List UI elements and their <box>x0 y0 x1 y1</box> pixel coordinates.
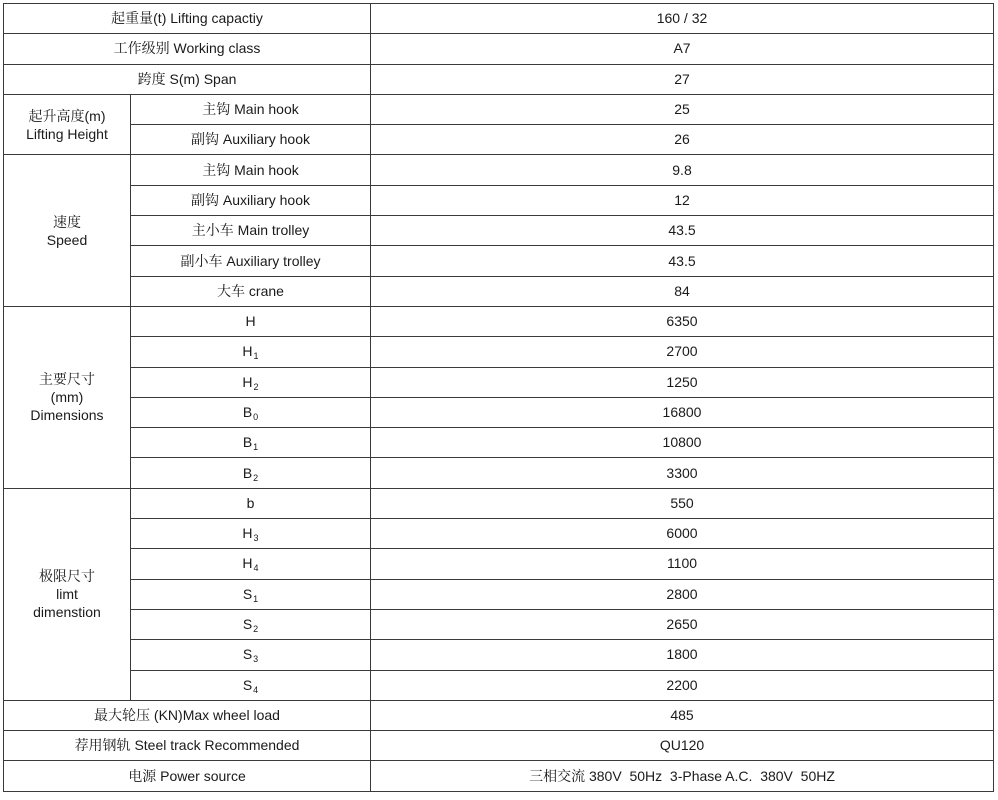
row-label-limit-s3: $S_3$ <box>131 640 371 670</box>
row-label-max-wheel-load: 最大轮压 (KN)Max wheel load <box>4 700 371 730</box>
table-row <box>4 246 994 276</box>
row-label-limit-s1: $S_1$ <box>131 579 371 609</box>
row-value-speed-aux-trolley: 43.5 <box>371 246 994 276</box>
table-row <box>4 276 994 306</box>
table-row <box>4 579 994 609</box>
row-value-speed-main-trolley: 43.5 <box>371 216 994 246</box>
row-label-capacity: 起重量(t) Lifting capactiy <box>4 4 371 34</box>
row-value-lift-aux-hook: 26 <box>371 125 994 155</box>
table-row <box>4 488 994 518</box>
row-value-capacity: 160 / 32 <box>371 4 994 34</box>
row-value-limit-b: 550 <box>371 488 994 518</box>
table-row <box>4 4 994 34</box>
table-row <box>4 640 994 670</box>
group-label-unit: (mm) <box>50 389 84 406</box>
table-row <box>4 458 994 488</box>
row-label-dim-b0: $B_0$ <box>131 397 371 427</box>
row-value-max-wheel-load: 485 <box>371 700 994 730</box>
row-label-power-source: 电源 Power source <box>4 761 371 792</box>
row-label-speed-aux-trolley: 副小车 Auxiliary trolley <box>131 246 371 276</box>
group-label-cn: 极限尺寸 <box>39 568 95 585</box>
row-value-limit-s1: 2800 <box>371 579 994 609</box>
row-value-dim-b2: 3300 <box>371 458 994 488</box>
row-value-dim-b0: 16800 <box>371 397 994 427</box>
row-value-dim-h2: 1250 <box>371 367 994 397</box>
group-label-en: Dimensions <box>30 407 104 424</box>
row-label-speed-crane: 大车 crane <box>131 276 371 306</box>
group-label-en-2: dimenstion <box>33 604 101 621</box>
group-label-en: Speed <box>46 231 88 248</box>
row-label-lift-main-hook: 主钩 Main hook <box>131 94 371 124</box>
row-value-dim-b1: 10800 <box>371 428 994 458</box>
group-label-en-1: limt <box>56 586 78 603</box>
row-value-limit-s3: 1800 <box>371 640 994 670</box>
row-value-limit-s4: 2200 <box>371 670 994 700</box>
row-label-limit-b: b <box>131 488 371 518</box>
row-value-lift-main-hook: 25 <box>371 94 994 124</box>
table-row <box>4 94 994 124</box>
row-value-limit-s2: 2650 <box>371 609 994 639</box>
table-row <box>4 34 994 64</box>
row-label-dim-h2: $H_2$ <box>131 367 371 397</box>
row-label-dim-b1: $B_1$ <box>131 428 371 458</box>
table-row <box>4 337 994 367</box>
row-label-limit-s4: $S_4$ <box>131 670 371 700</box>
table-row <box>4 185 994 215</box>
row-value-limit-h3: 6000 <box>371 519 994 549</box>
row-value-speed-main-hook: 9.8 <box>371 155 994 185</box>
group-label-cn: 速度 <box>53 213 81 230</box>
row-label-dim-b2: $B_2$ <box>131 458 371 488</box>
row-label-limit-h3: $H_3$ <box>131 519 371 549</box>
table-row <box>4 519 994 549</box>
table-row <box>4 216 994 246</box>
table-row <box>4 700 994 730</box>
table-row <box>4 428 994 458</box>
row-label-limit-s2: $S_2$ <box>131 609 371 639</box>
row-label-speed-main-hook: 主钩 Main hook <box>131 155 371 185</box>
row-label-limit-h4: $H_4$ <box>131 549 371 579</box>
row-value-limit-h4: 1100 <box>371 549 994 579</box>
row-value-power-source: 三相交流 380V 50Hz 3-Phase A.C. 380V 50HZ <box>371 761 994 792</box>
row-label-span: 跨度 S(m) Span <box>4 64 371 94</box>
crane-spec-table <box>3 3 994 792</box>
group-label-cn: 主要尺寸 <box>39 371 95 388</box>
row-label-working-class: 工作级别 Working class <box>4 34 371 64</box>
table-row <box>4 155 994 185</box>
row-value-speed-aux-hook: 12 <box>371 185 994 215</box>
table-row <box>4 397 994 427</box>
table-row <box>4 609 994 639</box>
table-row <box>4 731 994 761</box>
row-value-span: 27 <box>371 64 994 94</box>
row-label-steel-track: 荐用钢轨 Steel track Recommended <box>4 731 371 761</box>
row-label-dim-h: H <box>131 306 371 336</box>
row-label-lift-aux-hook: 副钩 Auxiliary hook <box>131 125 371 155</box>
table-row <box>4 125 994 155</box>
row-value-dim-h1: 2700 <box>371 337 994 367</box>
row-value-steel-track: QU120 <box>371 731 994 761</box>
row-label-speed-main-trolley: 主小车 Main trolley <box>131 216 371 246</box>
row-value-speed-crane: 84 <box>371 276 994 306</box>
group-label-cn: 起升高度(m) <box>28 107 106 124</box>
table-row <box>4 761 994 792</box>
row-value-dim-h: 6350 <box>371 306 994 336</box>
group-label-en: Lifting Height <box>26 125 108 142</box>
table-row <box>4 367 994 397</box>
table-row <box>4 670 994 700</box>
group-label-lifting-height <box>4 94 131 155</box>
group-label-limit-dimensions <box>4 488 131 700</box>
table-row <box>4 306 994 336</box>
group-label-dimensions <box>4 306 131 488</box>
table-row <box>4 64 994 94</box>
row-label-dim-h1: $H_1$ <box>131 337 371 367</box>
group-label-speed <box>4 155 131 306</box>
row-value-working-class: A7 <box>371 34 994 64</box>
row-label-speed-aux-hook: 副钩 Auxiliary hook <box>131 185 371 215</box>
table-row <box>4 549 994 579</box>
